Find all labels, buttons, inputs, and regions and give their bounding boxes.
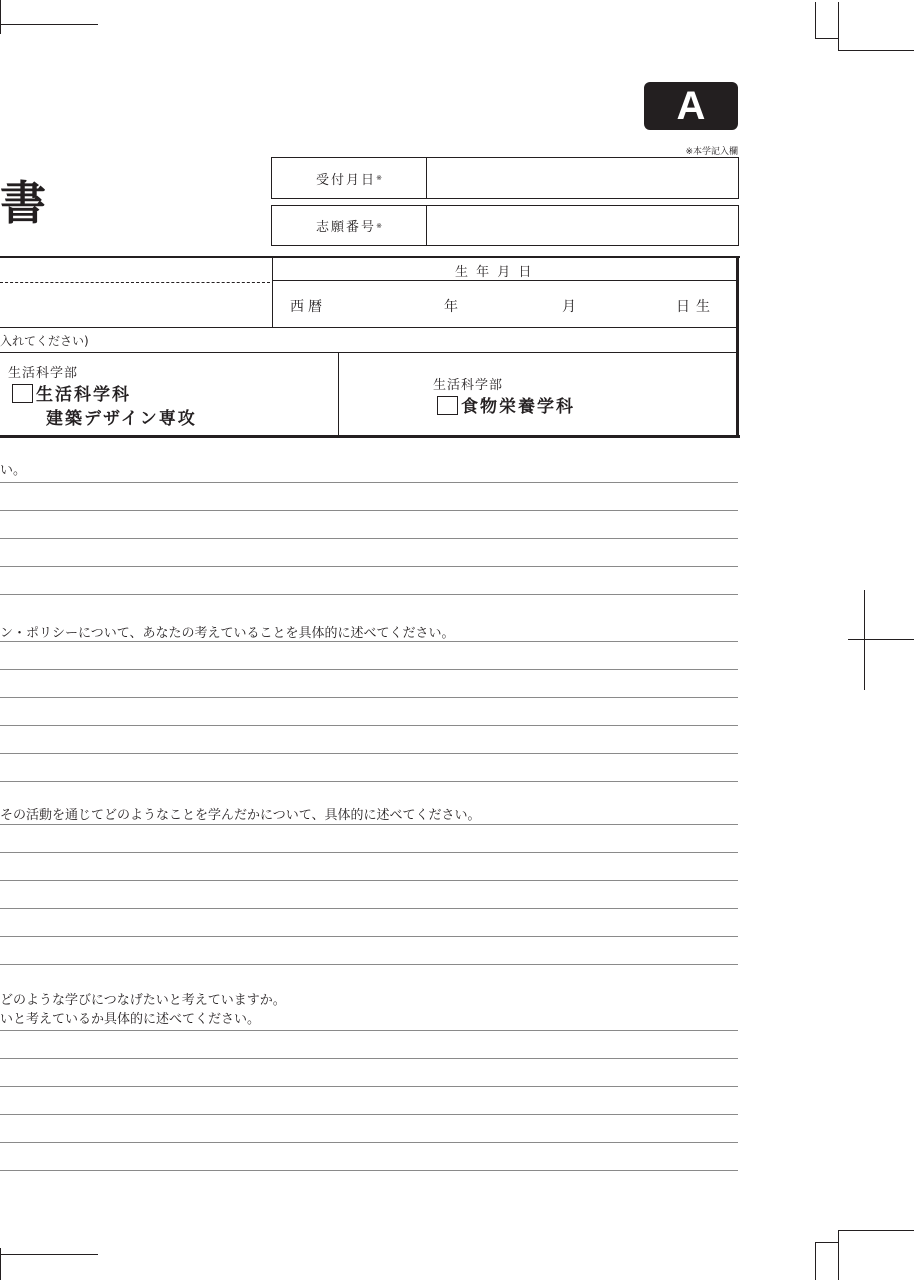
department-option-food-nutrition[interactable]: 食物栄養学科 <box>437 392 575 417</box>
received-date-box <box>271 157 739 199</box>
table-border <box>0 435 740 438</box>
application-number-label: 志願番号 ※ <box>272 206 427 245</box>
birthdate-era-label: 西暦 <box>290 299 326 315</box>
answer-line[interactable] <box>0 852 738 853</box>
answer-line[interactable] <box>0 753 738 754</box>
answer-line[interactable] <box>0 781 738 782</box>
received-date-field[interactable] <box>427 158 738 198</box>
application-number-box <box>271 205 739 246</box>
answer-line[interactable] <box>0 880 738 881</box>
course-label: 建築デザイン専攻 <box>46 409 197 429</box>
office-use-note: ※本学記入欄 <box>685 147 738 157</box>
table-border <box>0 256 740 258</box>
applicant-table <box>0 256 738 436</box>
crop-mark <box>0 1254 98 1255</box>
crop-mark <box>848 639 914 640</box>
page-title-fragment: 書 <box>0 176 46 230</box>
table-divider <box>272 256 273 328</box>
table-divider <box>338 352 339 435</box>
table-border <box>736 256 739 438</box>
table-divider <box>273 280 736 281</box>
answer-line[interactable] <box>0 594 738 595</box>
crop-mark <box>815 1242 839 1243</box>
question-3-text: その活動を通じてどのようなことを学んだかについて、具体的に述べてください。 <box>0 808 481 823</box>
crop-mark <box>815 1242 816 1280</box>
answer-line[interactable] <box>0 908 738 909</box>
question-1-text: い。 <box>0 463 27 478</box>
crop-mark <box>0 24 98 25</box>
crop-mark <box>0 0 1 34</box>
crop-mark <box>815 38 839 39</box>
crop-mark <box>0 1248 1 1280</box>
question-4-text-line-2: いと考えているか具体的に述べてください。 <box>0 1012 261 1027</box>
application-number-field[interactable] <box>427 206 738 245</box>
name-dashed-line <box>0 282 270 283</box>
answer-line[interactable] <box>0 1030 738 1031</box>
checkbox-instruction: 入れてください) <box>0 334 89 348</box>
checkbox[interactable] <box>437 396 458 415</box>
department-option-life-science[interactable]: 生活科学科 <box>12 380 131 405</box>
crop-mark <box>864 590 865 690</box>
crop-mark <box>815 2 816 38</box>
answer-line[interactable] <box>0 1086 738 1087</box>
answer-line[interactable] <box>0 1058 738 1059</box>
form-type-badge: A <box>644 82 738 130</box>
answer-line[interactable] <box>0 725 738 726</box>
answer-line[interactable] <box>0 669 738 670</box>
answer-line[interactable] <box>0 641 738 642</box>
answer-line[interactable] <box>0 566 738 567</box>
crop-mark <box>838 50 914 51</box>
birthdate-year-label: 年 <box>444 299 458 315</box>
answer-line[interactable] <box>0 1142 738 1143</box>
faculty-label: 生活科学部 <box>8 366 79 381</box>
crop-mark <box>838 2 839 50</box>
received-date-label: 受付月日 ※ <box>272 158 427 198</box>
crop-mark <box>838 1230 914 1231</box>
question-2-text: ン・ポリシーについて、あなたの考えていることを具体的に述べてください。 <box>0 626 455 641</box>
checkbox[interactable] <box>12 384 33 403</box>
answer-line[interactable] <box>0 964 738 965</box>
faculty-label: 生活科学部 <box>433 378 504 393</box>
answer-line[interactable] <box>0 538 738 539</box>
answer-line[interactable] <box>0 697 738 698</box>
answer-line[interactable] <box>0 510 738 511</box>
birthdate-header: 生 年 月 日 <box>455 265 534 280</box>
table-divider <box>0 327 736 328</box>
question-4-text-line-1: どのような学びにつなげたいと考えていますか。 <box>0 993 286 1008</box>
birthdate-day-label: 日生 <box>676 299 716 315</box>
table-divider <box>0 352 736 353</box>
crop-mark <box>838 1230 839 1280</box>
answer-line[interactable] <box>0 936 738 937</box>
answer-line[interactable] <box>0 1114 738 1115</box>
answer-line[interactable] <box>0 1170 738 1171</box>
birthdate-month-label: 月 <box>562 299 576 315</box>
answer-line[interactable] <box>0 482 738 483</box>
answer-line[interactable] <box>0 824 738 825</box>
